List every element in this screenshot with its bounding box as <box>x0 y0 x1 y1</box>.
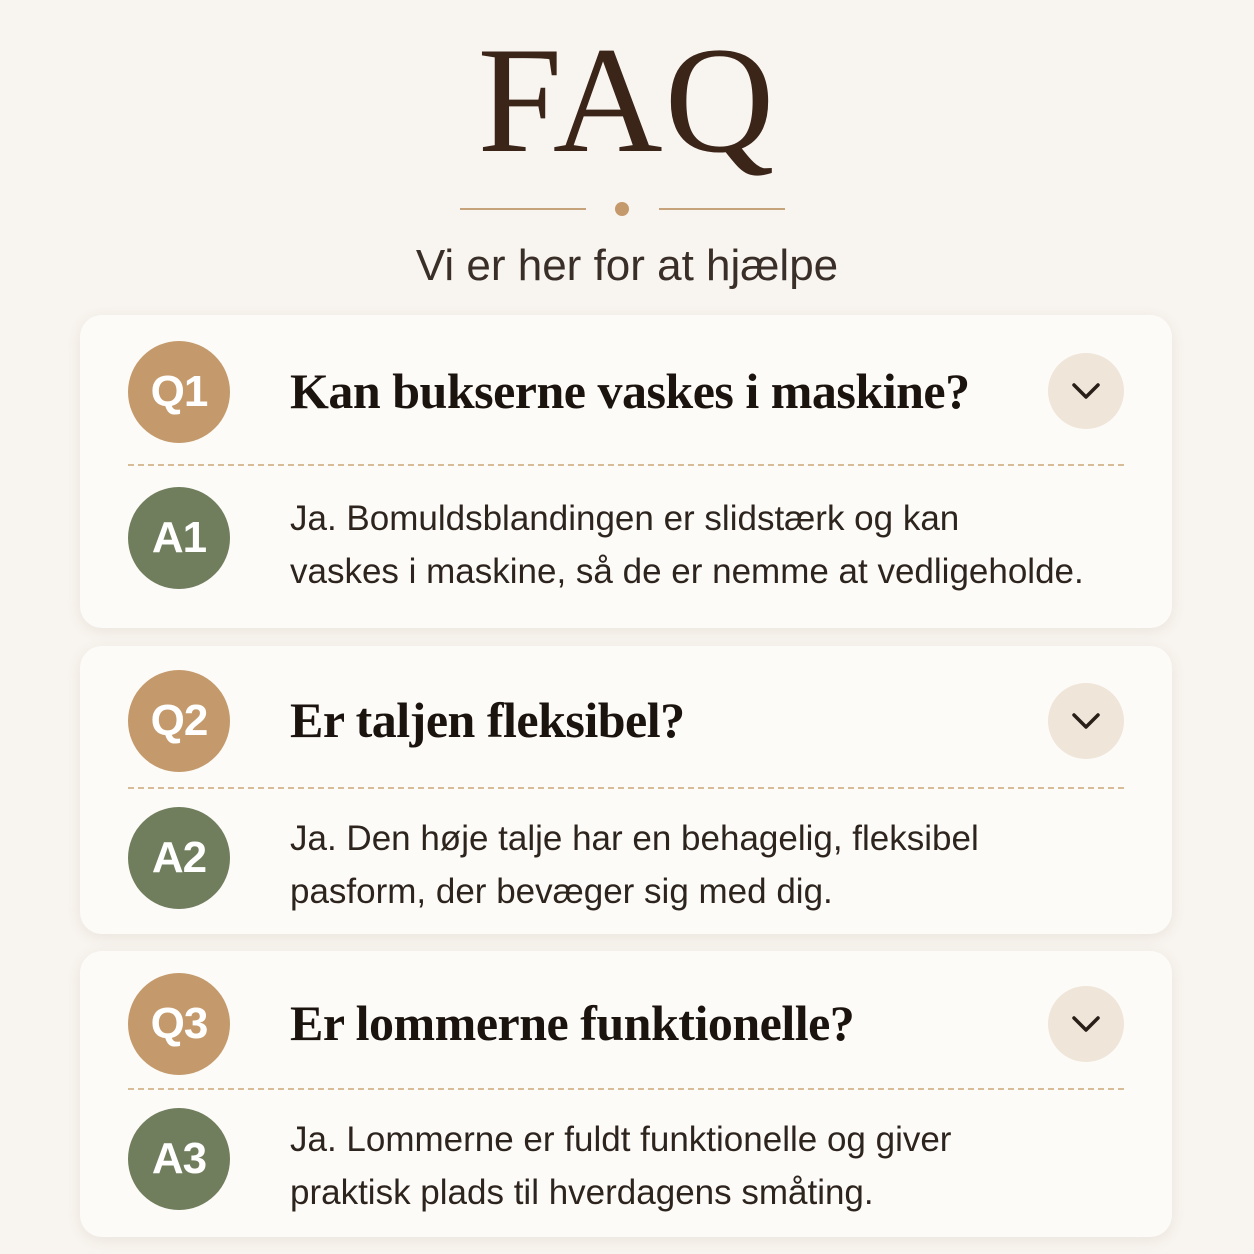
faq-item-1 <box>80 315 1172 628</box>
answer-line: vaskes i maskine, så de er nemme at vedligeholde. <box>290 552 1084 591</box>
question-badge: Q3 <box>128 973 230 1075</box>
page-subtitle: Vi er her for at hjælpe <box>415 241 839 290</box>
dashed-separator <box>128 787 1124 789</box>
dashed-separator <box>128 1088 1124 1090</box>
answer-line: Ja. Den høje talje har en behagelig, fleksibel <box>290 819 979 858</box>
faq-question[interactable]: Er taljen fleksibel? <box>290 692 685 748</box>
answer-badge: A1 <box>128 487 230 589</box>
expand-toggle-button[interactable] <box>1048 353 1124 429</box>
title-divider <box>460 200 785 218</box>
answer-line: Ja. Lommerne er fuldt funktionelle og giver <box>290 1120 952 1159</box>
expand-toggle-button[interactable] <box>1048 683 1124 759</box>
question-badge: Q2 <box>128 670 230 772</box>
faq-item-3 <box>80 951 1172 1237</box>
expand-toggle-button[interactable] <box>1048 986 1124 1062</box>
answer-badge: A2 <box>128 807 230 909</box>
divider-line-right <box>659 208 785 210</box>
faq-item-2 <box>80 646 1172 934</box>
answer-line: pasform, der bevæger sig med dig. <box>290 872 833 911</box>
chevron-down-icon <box>1070 381 1102 401</box>
faq-answer <box>290 1113 1132 1219</box>
answer-line: praktisk plads til hverdagens småting. <box>290 1173 874 1212</box>
answer-line: Ja. Bomuldsblandingen er slidstærk og kan <box>290 499 960 538</box>
dashed-separator <box>128 464 1124 466</box>
divider-line-left <box>460 208 586 210</box>
divider-dot <box>615 202 629 216</box>
chevron-down-icon <box>1070 711 1102 731</box>
chevron-down-icon <box>1070 1014 1102 1034</box>
faq-question[interactable]: Er lommerne funktionelle? <box>290 995 855 1051</box>
faq-answer <box>290 492 1132 598</box>
page-title: FAQ <box>477 16 777 184</box>
faq-question[interactable]: Kan bukserne vaskes i maskine? <box>290 363 970 419</box>
faq-answer <box>290 812 1132 918</box>
answer-badge: A3 <box>128 1108 230 1210</box>
question-badge: Q1 <box>128 341 230 443</box>
